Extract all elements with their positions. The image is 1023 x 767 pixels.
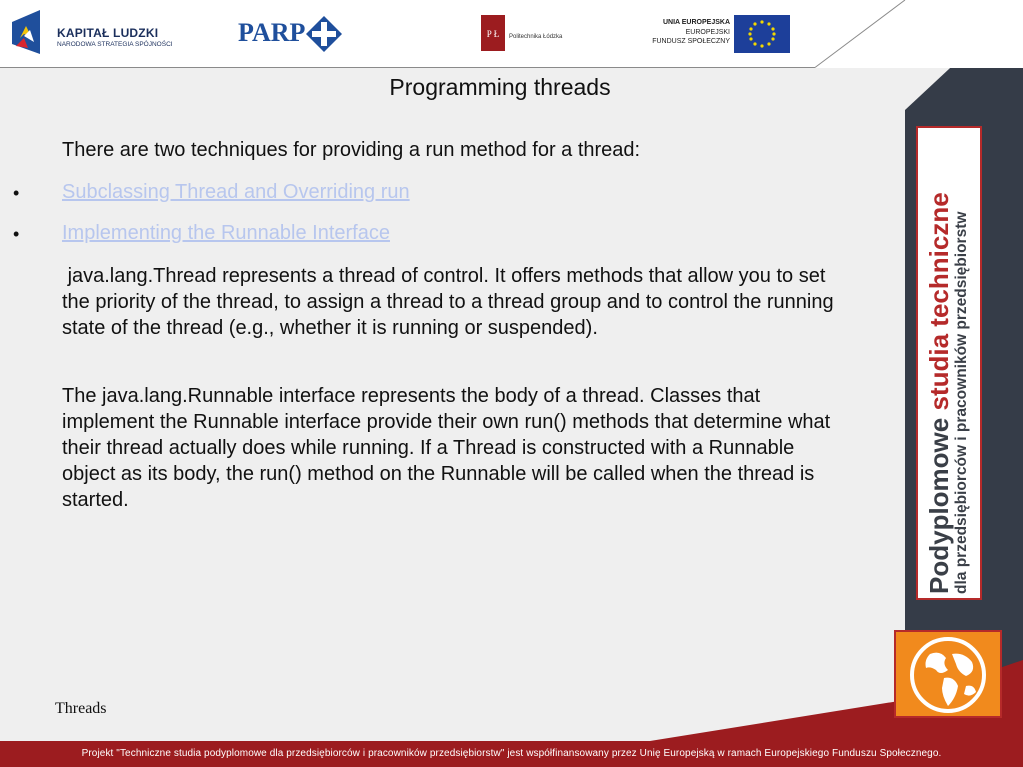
kapital-ludzki-icon xyxy=(10,8,46,56)
banner-title-part1: Podyplomowe xyxy=(924,417,954,594)
footer-project-bar: Projekt "Techniczne studia podyplomowe dla przedsiębiorców i pracowników przedsiębiorstw" jest współfinansowany przez Unię Europejską w ramach Europejskiego Funduszu Społecznego. xyxy=(0,741,1023,767)
banner-title-part3: techniczne xyxy=(924,192,954,327)
parp-text: PARP xyxy=(238,18,306,47)
eu-flag-icon xyxy=(734,15,790,53)
parp-logo xyxy=(238,14,348,54)
banner-title-part2: studia xyxy=(924,333,954,411)
header-bar xyxy=(0,0,1023,68)
globe-logo xyxy=(894,630,1002,718)
eu-line3: FUNDUSZ SPOŁECZNY xyxy=(652,38,730,45)
slide-title: Programming threads xyxy=(389,74,611,100)
kapital-ludzki-title: KAPITAŁ LUDZKI xyxy=(57,26,159,40)
banner-subtitle: dla przedsiębiorców i pracowników przedsiębiorstw xyxy=(953,211,970,594)
bullet-marker: • xyxy=(13,224,20,244)
eu-text xyxy=(620,18,730,47)
link-subclassing-thread[interactable]: Subclassing Thread and Overriding run xyxy=(62,181,410,203)
podyplomowe-banner xyxy=(916,126,982,600)
intro-text: There are two techniques for providing a run method for a thread: xyxy=(62,139,641,161)
eu-logo xyxy=(640,12,800,56)
politechnika-lodzka-logo xyxy=(478,14,578,54)
footer-label: Threads xyxy=(55,700,107,717)
banner-title xyxy=(924,192,955,594)
kapital-ludzki-logo xyxy=(10,8,200,58)
kapital-ludzki-subtitle: NARODOWA STRATEGIA SPÓJNOŚCI xyxy=(57,41,173,48)
eu-line1: UNIA EUROPEJSKA xyxy=(662,19,730,26)
parp-icon xyxy=(304,14,344,54)
politechnika-text: Politechnika Łódzka xyxy=(509,34,563,40)
paragraph-runnable: The java.lang.Runnable interface represents the body of a thread. Classes that implement the Runnable interface provide their own run() methods that determine what their thread actually does while running. If a Thread is constructed with a Runnable object as its body, the run() method on the Runnable will be called when the thread is started. xyxy=(62,385,831,511)
paragraph-thread: java.lang.Thread represents a thread of control. It offers methods that allow you to set the priority of the thread, to assign a thread to a thread group and to control the running state of the thread (e.g., whether it is running or suspended). xyxy=(62,265,840,339)
svg-text:P Ł: P Ł xyxy=(486,29,500,39)
bullet-marker: • xyxy=(13,183,20,203)
eu-line2: EUROPEJSKI xyxy=(685,28,730,36)
politechnika-crest-icon xyxy=(480,14,506,52)
link-runnable-interface[interactable]: Implementing the Runnable Interface xyxy=(62,222,390,244)
globe-icon xyxy=(896,632,1000,716)
